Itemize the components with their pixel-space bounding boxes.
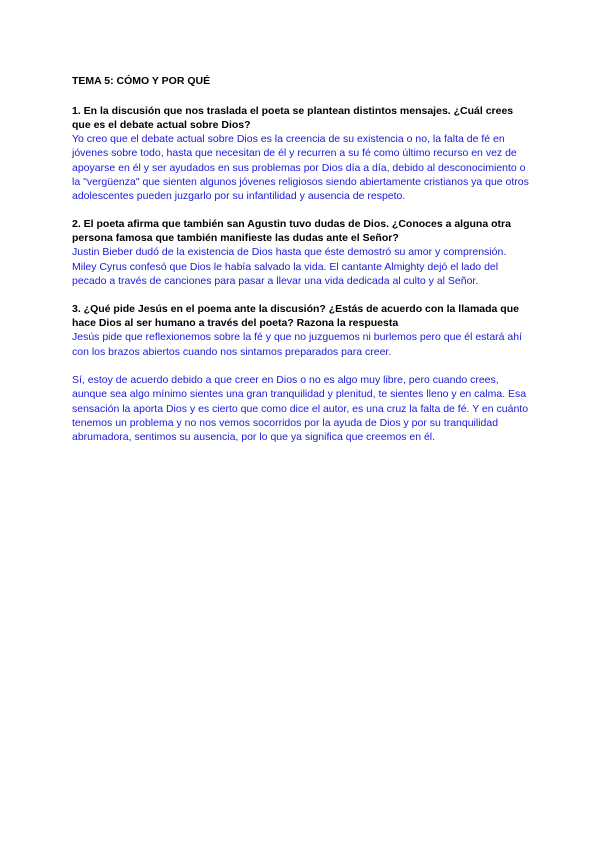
answer-text: Yo creo que el debate actual sobre Dios es la creencia de su existencia o no, la falta de fé en jóvenes sobre todo, hasta que necesitan de él y recurren a su fé como último recurso en vez de apoyarse en él y ser ayudados en sus problemas por Dios día a día, debido al desconocimiento o la "vergüenza" que sienten algunos jóvenes religiosos siendo abiertamente cristianos ya que otros adolescentes pueden juzgarlo por su infantilidad y ausencia de respeto.	[72, 133, 529, 203]
question-section-1	[72, 105, 530, 203]
question-text: 1. En la discusión que nos traslada el poeta se plantean distintos mensajes. ¿Cuál crees que es el debate actual sobre Dios?	[72, 105, 514, 131]
answer-text: Justin Bieber dudó de la existencia de Dios hasta que éste demostró su amor y comprensión. Miley Cyrus confesó que Dios le había salvado la vida. El cantante Almighty dejó el lado del pecado a través de canciones para pasar a llevar una vida dedicada al culto y al Señor.	[72, 246, 507, 288]
question-text: 2. El poeta afirma que también san Agustin tuvo dudas de Dios. ¿Conoces a alguna otra persona famosa que también manifieste las dudas ante el Señor?	[72, 218, 511, 244]
answer-text: Sí, estoy de acuerdo debido a que creer en Dios o no es algo muy libre, pero cuando crees, aunque sea algo mínimo sientes una gran tranquilidad y plenitud, te sientes lleno y en calma. Esa sensación la aporta Dios y es cierto que como dice el autor, es una cruz la falta de fé. Y en cuánto tenemos un problema y no nos vemos socorridos por la ayuda de Dios y por su tranquilidad abrumadora, sentimos su ausencia, por lo que ya significa que creemos en él.	[72, 373, 529, 444]
document-title: TEMA 5: CÓMO Y POR QUÉ	[72, 75, 211, 87]
question-section-3	[72, 303, 530, 444]
question-section-2	[72, 218, 530, 288]
question-text: 3. ¿Qué pide Jesús en el poema ante la discusión? ¿Estás de acuerdo con la llamada que hace Dios al ser humano a través del poeta? Razona la respuesta	[72, 303, 519, 329]
answer-text: Jesús pide que reflexionemos sobre la fé y que no juzguemos ni burlemos pero que él estará ahí con los brazos abiertos cuando nos sintamos preparados para creer.	[72, 331, 523, 358]
